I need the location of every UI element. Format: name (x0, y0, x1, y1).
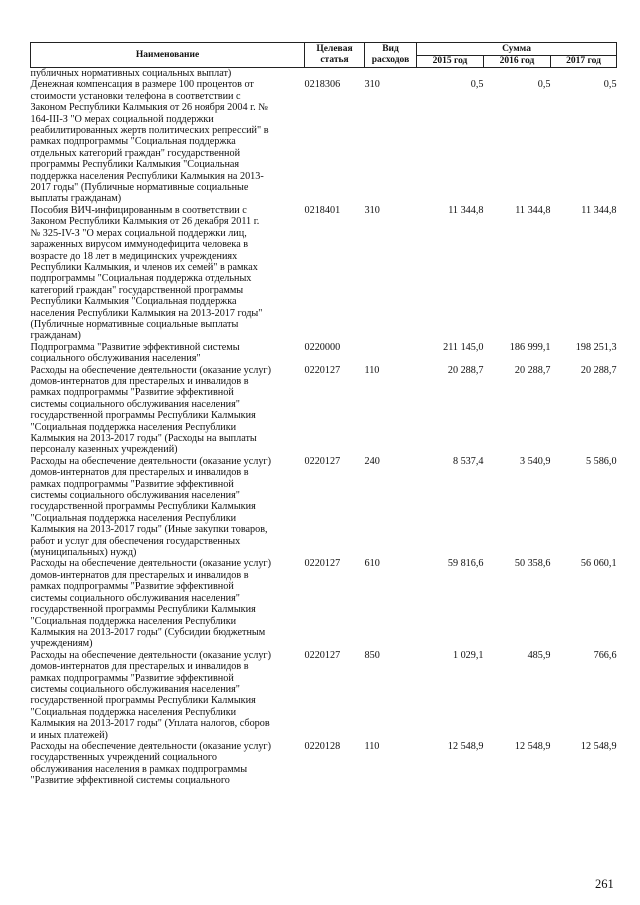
row-sum-2017: 56 060,1 (580, 558, 617, 570)
table-row (31, 456, 617, 559)
row-target-code: 0218401 (304, 204, 341, 216)
row-target-code: 0220127 (304, 364, 341, 376)
row-sum-2015: 0,5 (470, 79, 484, 91)
row-sum-2015: 211 145,0 (443, 341, 484, 353)
row-target-code (305, 68, 365, 80)
row-expense-kind: 310 (364, 204, 380, 216)
table-row (31, 365, 617, 456)
row-name: Пособия ВИЧ-инфицированным в соответствии с Законом Республики Калмыкия от 26 декабря 2011 г. № 325-IV-З "О мерах социальной поддержки лиц, зараженных вирусом иммунодефицита человека в возрасте до 18 лет в медицинских учреждениях Республики Калмыкия, и членов их семей" в рамках подпрограммы "Социальная поддержка отдельных категорий граждан" государственной программы Республики Калмыкия "Социальная поддержка населения Республики Калмыкия на 2013-2017 годы" (Публичные нормативные социальные выплаты гражданам) (30, 204, 263, 342)
row-sum-2017: 11 344,8 (581, 204, 617, 216)
row-sum-2016: 186 999,1 (509, 341, 551, 353)
table-row (31, 741, 617, 787)
row-sum-2017: 0,5 (603, 79, 617, 91)
row-target-code: 0220127 (304, 455, 341, 467)
row-expense-kind: 310 (364, 79, 380, 91)
header-name: Наименование (31, 43, 305, 68)
row-sum-2015: 8 537,4 (452, 455, 484, 467)
row-expense-kind: 610 (364, 558, 380, 570)
header-year-2017: 2017 год (551, 56, 617, 68)
row-sum-2017: 12 548,9 (580, 740, 617, 752)
row-sum-2015: 20 288,7 (447, 364, 484, 376)
row-name: Расходы на обеспечение деятельности (оказание услуг) домов-интернатов для престарелых и инвалидов в рамках подпрограммы "Развитие эффективной системы социального обслуживания населения" государственной программы Республики Калмыкия "Социальная поддержка населения Республики Калмыкия на 2013-2017 годы" (Субсидии бюджетным учреждениям) (30, 558, 272, 650)
row-sum-2016 (484, 68, 551, 80)
row-expense-kind: 240 (364, 455, 380, 467)
row-name: Расходы на обеспечение деятельности (оказание услуг) домов-интернатов для престарелых и инвалидов в рамках подпрограммы "Развитие эффективной системы социального обслуживания населения" государственной программы Республики Калмыкия "Социальная поддержка населения Республики Калмыкия на 2013-2017 годы" (Иные закупки товаров, работ и услуг для обеспечения государственных (муниципальных) нужд) (30, 455, 272, 559)
row-sum-2016: 0,5 (537, 79, 551, 91)
header-kind: Вид расходов (365, 43, 417, 68)
row-sum-2016: 50 358,6 (514, 558, 551, 570)
row-sum-2016: 20 288,7 (514, 364, 551, 376)
row-target-code: 0220127 (304, 649, 341, 661)
header-sum: Сумма (417, 43, 617, 56)
row-sum-2016: 3 540,9 (519, 455, 551, 467)
row-target-code: 0218306 (304, 79, 341, 91)
row-expense-kind: 110 (364, 740, 380, 752)
row-name: Расходы на обеспечение деятельности (оказание услуг) домов-интернатов для престарелых и инвалидов в рамках подпрограммы "Развитие эффективной системы социального обслуживания населения" государственной программы Республики Калмыкия "Социальная поддержка населения Республики Калмыкия на 2013-2017 годы" (Расходы на выплаты персоналу казенных учреждений) (30, 364, 272, 456)
row-sum-2016: 12 548,9 (514, 740, 551, 752)
row-sum-2016: 485,9 (527, 649, 551, 661)
row-sum-2017: 766,6 (593, 649, 617, 661)
row-sum-2017 (551, 68, 617, 80)
header-target: Целевая статья (305, 43, 365, 68)
page-number: 261 (595, 877, 614, 891)
row-sum-2015: 59 816,6 (447, 558, 484, 570)
row-expense-kind (365, 68, 417, 80)
budget-table (30, 42, 617, 787)
table-row (31, 342, 617, 365)
table-row (31, 79, 617, 204)
row-expense-kind: 110 (364, 364, 380, 376)
table-row (31, 205, 617, 342)
table-header (31, 43, 617, 68)
row-expense-kind (365, 342, 417, 365)
table-body (31, 68, 617, 787)
row-target-code: 0220128 (304, 740, 341, 752)
row-name: Расходы на обеспечение деятельности (оказание услуг) домов-интернатов для престарелых и инвалидов в рамках подпрограммы "Развитие эффективной системы социального обслуживания населения" государственной программы Республики Калмыкия "Социальная поддержка населения Республики Калмыкия на 2013-2017 годы" (Уплата налогов, сборов и иных платежей) (30, 649, 272, 741)
header-year-2016: 2016 год (484, 56, 551, 68)
row-name: публичных нормативных социальных выплат) (30, 68, 232, 79)
table-row (31, 558, 617, 649)
row-expense-kind: 850 (364, 649, 380, 661)
row-name: Расходы на обеспечение деятельности (оказание услуг) государственных учреждений социального обслуживания населения в рамках подпрограммы "Развитие эффективной системы социального (30, 740, 272, 787)
row-sum-2015: 11 344,8 (448, 204, 484, 216)
table-row (31, 68, 617, 80)
row-sum-2016: 11 344,8 (515, 204, 551, 216)
table-row (31, 650, 617, 741)
row-sum-2017: 20 288,7 (580, 364, 617, 376)
header-year-2015: 2015 год (417, 56, 484, 68)
row-sum-2017: 5 586,0 (585, 455, 617, 467)
row-sum-2017: 198 251,3 (575, 341, 617, 353)
row-sum-2015 (417, 68, 484, 80)
row-name: Денежная компенсация в размере 100 процентов от стоимости установки телефона в соответствии с Законом Республики Калмыкия от 26 ноября 2004 г. № 164-III-З "О мерах социальной поддержки реабилитированных жертв политических репрессий" в рамках подпрограммы "Социальная поддержка отдельных категорий граждан" государственной программы Республики Калмыкия "Социальная поддержка населения Республики Калмыкия на 2013- 2017 годы" (Публичные нормативные социальные выплаты гражданам) (30, 79, 269, 205)
row-target-code: 0220127 (304, 558, 341, 570)
row-target-code: 0220000 (304, 341, 341, 353)
row-sum-2015: 1 029,1 (452, 649, 484, 661)
row-sum-2015: 12 548,9 (447, 740, 484, 752)
row-name: Подпрограмма "Развитие эффективной системы социального обслуживания населения" (30, 341, 240, 365)
